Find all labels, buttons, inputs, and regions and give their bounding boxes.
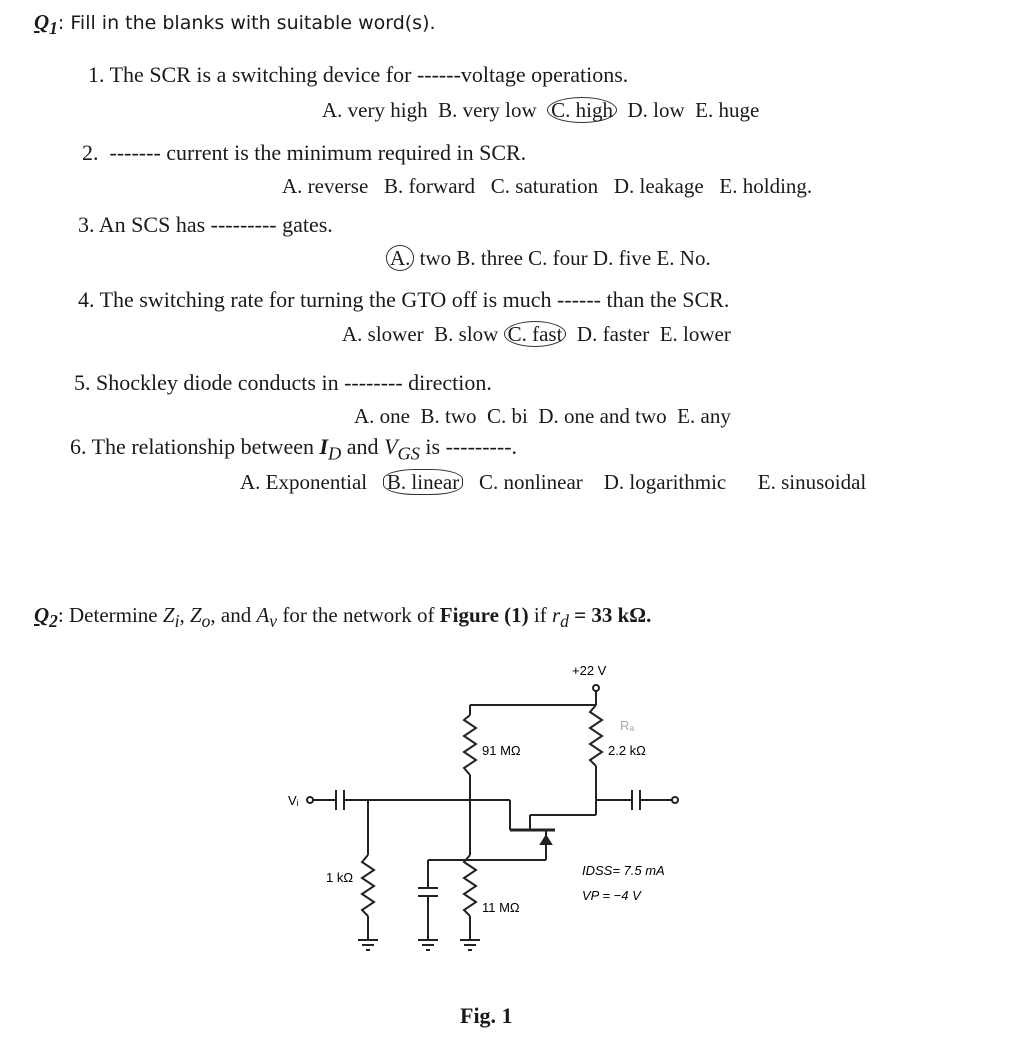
option-5c: C. bi: [487, 404, 528, 428]
question-6-text-post: is ---------.: [419, 434, 518, 459]
question-5-text: Shockley diode conducts in -------- direction.: [96, 370, 492, 395]
zi-subscript: i: [174, 611, 180, 632]
option-2d: D. leakage: [613, 174, 704, 198]
rd-label: 2.2 kΩ: [608, 743, 646, 758]
option-5d: D. one and two: [538, 404, 667, 428]
question-3: [78, 212, 333, 238]
question-1-number: 1.: [88, 62, 105, 87]
r1-label: 91 MΩ: [482, 743, 521, 758]
q2-text-if: if: [528, 603, 552, 627]
option-6e: E. sinusoidal: [757, 470, 867, 494]
option-6a: A. Exponential: [240, 470, 368, 494]
question-6-options: [240, 470, 866, 495]
option-2c: C. saturation: [490, 174, 599, 198]
option-1d: D. low: [627, 98, 685, 122]
q2-number-sub: 2: [49, 611, 58, 632]
zo-subscript: o: [201, 611, 211, 632]
option-5e: E. any: [677, 404, 731, 428]
zi-symbol: Z: [162, 603, 175, 627]
q2-text-pre: : Determine: [57, 603, 163, 627]
vp-label: VP = −4 V: [582, 888, 641, 903]
question-3-text: An SCS has --------- gates.: [98, 212, 333, 237]
question-4-text: The switching rate for turning the GTO off is much ------ than the SCR.: [99, 287, 730, 312]
option-6b-circled: B. linear: [383, 469, 463, 495]
option-4d: D. faster: [576, 322, 650, 346]
vdd-terminal: [593, 685, 599, 691]
figure-reference: Figure (1): [439, 603, 529, 627]
q1-number-sub: 1: [49, 18, 58, 39]
question-4: [78, 287, 729, 313]
rsig-resistor: [362, 855, 374, 916]
option-5a: A. one: [354, 404, 410, 428]
option-3a-circled: A.: [386, 245, 414, 271]
question-6-text-pre: The relationship between: [91, 434, 320, 459]
vo-terminal: [672, 797, 678, 803]
q1-heading: [34, 10, 436, 39]
option-1c-circled: C. high: [547, 97, 617, 123]
source-arrow: [541, 836, 551, 844]
question-4-options: [342, 322, 731, 347]
question-6: [70, 434, 517, 464]
question-2-text: ------- current is the minimum required in SCR.: [109, 140, 527, 165]
q2-sep1: ,: [179, 603, 190, 627]
question-6-number: 6.: [70, 434, 87, 459]
option-4b: B. slow: [434, 322, 499, 346]
question-2: [82, 140, 526, 166]
option-3b: B. three: [456, 246, 523, 270]
option-3e: E. No.: [656, 246, 711, 270]
option-3c: C. four: [528, 246, 588, 270]
option-4e: E. lower: [659, 322, 731, 346]
r2-resistor: [464, 855, 476, 916]
question-5-number: 5.: [74, 370, 91, 395]
option-4c-circled: C. fast: [504, 321, 567, 347]
question-1-text: The SCR is a switching device for ------voltage operations.: [109, 62, 629, 87]
option-2e: E. holding.: [719, 174, 813, 198]
rd-value: = 33 kΩ.: [568, 603, 652, 627]
id-symbol: I: [319, 434, 329, 459]
q2-number: Q: [34, 603, 50, 627]
q2-text-mid: for the network of: [277, 603, 440, 627]
figure-caption: Fig. 1: [460, 1003, 513, 1028]
av-symbol: A: [256, 603, 270, 627]
rsig-label: 1 kΩ: [326, 870, 354, 885]
q2-sep2: , and: [210, 603, 257, 627]
vgs-subscript: GS: [397, 443, 420, 464]
q2-heading: [34, 603, 651, 632]
id-subscript: D: [328, 443, 342, 464]
question-5-options: [354, 404, 731, 429]
r2-label: 11 MΩ: [482, 900, 520, 915]
question-3-number: 3.: [78, 212, 95, 237]
r1-resistor: [464, 715, 476, 775]
option-2a: A. reverse: [282, 174, 369, 198]
question-3-options: [386, 246, 711, 271]
vi-terminal: [307, 797, 313, 803]
vdd-label: +22 V: [572, 663, 607, 678]
vgs-symbol: V: [384, 434, 398, 459]
vi-label: Vᵢ: [288, 793, 299, 808]
option-1b: B. very low: [438, 98, 537, 122]
option-6d: D. logarithmic: [603, 470, 727, 494]
option-4a: A. slower: [342, 322, 424, 346]
option-3a-text: two: [419, 246, 452, 270]
option-1a: A. very high: [322, 98, 428, 122]
jfet-circuit-diagram: [270, 650, 750, 990]
question-6-text-mid: and: [341, 434, 385, 459]
option-1e: E. huge: [695, 98, 760, 122]
option-6c: C. nonlinear: [478, 470, 583, 494]
rd-symbol: r: [551, 603, 561, 627]
question-5: [74, 370, 492, 396]
rd-resistor: [590, 705, 602, 766]
question-2-options: [282, 174, 812, 199]
idss-label: IDSS= 7.5 mA: [582, 863, 665, 878]
question-1-options: [322, 98, 759, 123]
question-2-number: 2.: [82, 140, 99, 165]
question-4-number: 4.: [78, 287, 95, 312]
option-5b: B. two: [420, 404, 477, 428]
option-3d: D. five: [592, 246, 652, 270]
rd-subscript: d: [560, 611, 569, 632]
question-1: [88, 62, 628, 88]
q1-number: Q: [34, 10, 50, 34]
q1-title: : Fill in the blanks with suitable word(s).: [57, 12, 436, 34]
av-subscript: v: [269, 611, 278, 632]
option-2b: B. forward: [384, 174, 476, 198]
rd-handwritten-note: Rₐ: [620, 718, 635, 733]
zo-symbol: Z: [189, 603, 202, 627]
